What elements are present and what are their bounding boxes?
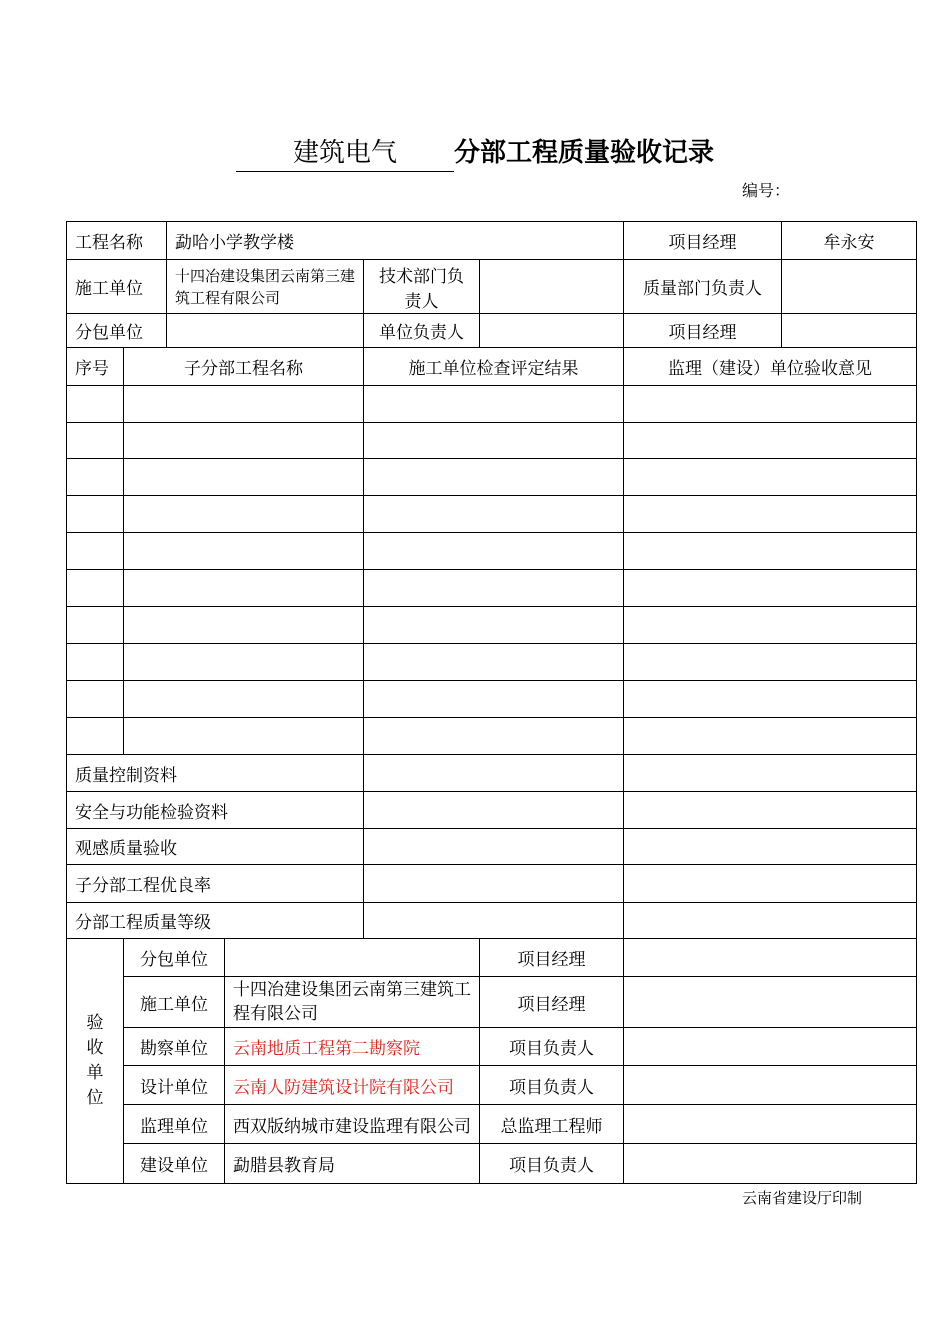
column-header: 子分部工程名称 xyxy=(124,348,364,386)
unit-role: 项目经理 xyxy=(480,939,624,977)
column-header: 序号 xyxy=(67,348,124,386)
tech-head-label: 技术部门负责人 xyxy=(364,260,480,314)
unit-name: 云南地质工程第二勘察院 xyxy=(225,1028,480,1066)
contractor-label: 施工单位 xyxy=(67,260,167,314)
unit-role: 项目负责人 xyxy=(480,1066,624,1105)
project-name-value: 勐哈小学教学楼 xyxy=(167,222,624,260)
unit-label: 勘察单位 xyxy=(124,1028,225,1066)
unit-name: 十四冶建设集团云南第三建筑工程有限公司 xyxy=(225,977,480,1028)
column-header: 施工单位检查评定结果 xyxy=(364,348,624,386)
unit-label: 施工单位 xyxy=(124,977,225,1028)
summary-label: 观感质量验收 xyxy=(67,829,364,865)
table-row xyxy=(67,423,917,459)
table-row xyxy=(67,644,917,681)
table-row xyxy=(67,718,917,755)
acceptance-group-label xyxy=(67,939,124,1184)
unit-name: 云南人防建筑设计院有限公司 xyxy=(225,1066,480,1105)
quality-head-value xyxy=(782,260,917,314)
summary-label: 质量控制资料 xyxy=(67,755,364,792)
document-title xyxy=(0,132,950,172)
unit-name: 勐腊县教育局 xyxy=(225,1144,480,1184)
column-header: 监理（建设）单位验收意见 xyxy=(624,348,917,386)
unit-label: 分包单位 xyxy=(124,939,225,977)
unit-role: 项目负责人 xyxy=(480,1028,624,1066)
table-row xyxy=(67,570,917,607)
manager-value: 牟永安 xyxy=(782,222,917,260)
sub-label: 分包单位 xyxy=(67,314,167,348)
summary-label: 分部工程质量等级 xyxy=(67,903,364,939)
unit-head-value xyxy=(480,314,624,348)
unit-head-label: 单位负责人 xyxy=(364,314,480,348)
table-row xyxy=(67,496,917,533)
project-name-label: 工程名称 xyxy=(67,222,167,260)
table-row xyxy=(67,459,917,496)
unit-role: 项目经理 xyxy=(480,977,624,1028)
table-row xyxy=(67,607,917,644)
unit-label: 监理单位 xyxy=(124,1105,225,1144)
table-row xyxy=(67,386,917,423)
footer-note: 云南省建设厅印制 xyxy=(742,1189,863,1207)
acceptance-table xyxy=(66,221,917,1184)
unit-name: 西双版纳城市建设监理有限公司 xyxy=(225,1105,480,1144)
tech-head-value xyxy=(480,260,624,314)
table-row xyxy=(67,681,917,718)
unit-label: 建设单位 xyxy=(124,1144,225,1184)
sub-manager-label: 项目经理 xyxy=(624,314,782,348)
quality-head-label: 质量部门负责人 xyxy=(624,260,782,314)
title-main: 分部工程质量验收记录 xyxy=(453,138,714,168)
table-row xyxy=(67,533,917,570)
unit-role: 项目负责人 xyxy=(480,1144,624,1184)
sub-manager-value xyxy=(782,314,917,348)
contractor-value: 十四冶建设集团云南第三建筑工程有限公司 xyxy=(167,260,364,314)
summary-label: 安全与功能检验资料 xyxy=(67,792,364,829)
sub-value xyxy=(167,314,364,348)
acceptance-group-text: 验收单位 xyxy=(86,1013,104,1108)
serial-label: 编号： xyxy=(742,181,791,200)
title-prefix: 建筑电气 xyxy=(236,132,454,172)
unit-role: 总监理工程师 xyxy=(480,1105,624,1144)
unit-name xyxy=(225,939,480,977)
summary-label: 子分部工程优良率 xyxy=(67,865,364,903)
unit-label: 设计单位 xyxy=(124,1066,225,1105)
manager-label: 项目经理 xyxy=(624,222,782,260)
